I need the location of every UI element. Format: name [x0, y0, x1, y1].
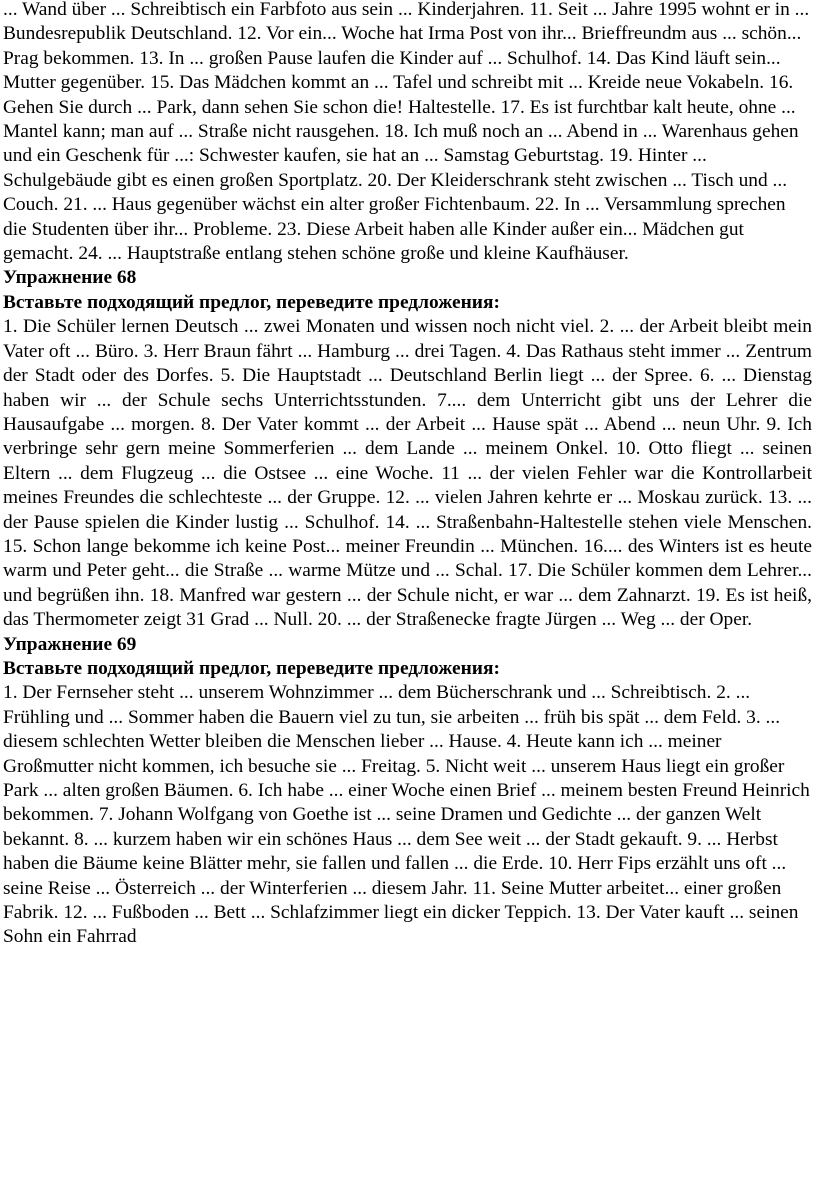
exercise-69-title: Упражнение 69 — [3, 633, 137, 655]
exercise-68-title: Упражнение 68 — [3, 267, 137, 289]
exercise-69-instruction: Вставьте подходящий предлог, переведите предложения: — [3, 657, 500, 679]
exercise-69-text: 1. Der Fernseher steht ... unserem Wohnzimmer ... dem Bücherschrank und ... Schreibtisch. 2. ... Frühling und ... Sommer haben die Bauern viel zu tun, sie arbeiten ... früh bis spät ... dem Feld. 3. ... diesem schlechten Wetter bleiben die Menschen lieber ... Hause. 4. Heute kann ich ... meiner Großmutter nicht kommen, ich besuche sie ... Freitag. 5. Nicht weit ... unserem Haus liegt ein großer Park ... alten großen Bäumen. 6. Ich habe ... einer Woche einen Brief ... meinem besten Freund Heinrich bekommen. 7. Johann Wolfgang von Goethe ist ... seine Dramen und Gedichte ... der ganzen Welt bekannt. 8. ... kurzem haben wir ein schönes Haus ... dem See weit ... der Stadt gekauft. 9. ... Herbst haben die Bäume keine Blätter mehr, sie fallen und fallen ... die Erde. 10. Herr Fips erzählt uns oft ... seine Reise ... Österreich ... der Winterferien ... diesem Jahr. 11. Seine Mutter arbeitet... einer großen Fabrik. 12. ... Fußboden ... Bett ... Schlafzimmer liegt ein dicker Teppich. 13. Der Vater kauft ... seinen Sohn ein Fahrrad — [3, 682, 810, 948]
exercise-68-instruction: Вставьте подходящий предлог, переведите предложения: — [3, 291, 500, 313]
exercise-67-continuation: ... Wand über ... Schreibtisch ein Farbfoto aus sein ... Kinderjahren. 11. Seit ... Jahre 1995 wohnt er in ... Bundesrepublik Deutschland. 12. Vor ein... Woche hat Irma Post von ihr... Brieffreundm aus ... schön... Prag bekommen. 13. In ... großen Pause laufen die Kinder auf ... Schulhof. 14. Das Kind läuft sein... Mutter gegenüber. 15. Das Mädchen kommt an ... Tafel und schreibt mit ... Kreide neue Vokabeln. 16. Gehen Sie durch ... Park, dann sehen Sie schon die! Haltestelle. 17. Es ist furchtbar kalt heute, ohne ... Mantel kann; man auf ... Straße nicht rausgehen. 18. Ich muß noch an ... Abend in ... Warenhaus gehen und ein Geschenk für ...: Schwester kaufen, sie hat an ... Samstag Geburtstag. 19. Hinter ... Schulgebäude gibt es einen großen Sportplatz. 20. Der Kleiderschrank steht zwischen ... Tisch und ... Couch. 21. ... Haus gegenüber wächst ein alter großer Fichtenbaum. 22. In ... Versammlung sprechen die Studenten über ihr... Probleme. 23. Diese Arbeit haben alle Kinder außer ein... Mädchen gut gemacht. 24. ... Hauptstraße entlang stehen schöne große und kleine Kaufhäuser. — [3, 0, 810, 265]
exercise-68-text: 1. Die Schüler lernen Deutsch ... zwei Monaten und wissen noch nicht viel. 2. ... der Arbeit bleibt mein Vater oft ... Büro. 3. Herr Braun fährt ... Hamburg ... drei Tagen. 4. Das Rathaus steht immer ... Zentrum der Stadt oder des Dorfes. 5. Die Hauptstadt ... Deutschland Berlin liegt ... der Spree. 6. ... Dienstag haben wir ... der Schule sechs Unterrichtsstunden. 7.... dem Unterricht gibt uns der Lehrer die Hausaufgabe ... morgen. 8. Der Vater kommt ... der Arbeit ... Hause spät ... Abend ... neun Uhr. 9. Ich verbringe sehr gern meine Sommerferien ... dem Lande ... meinem Onkel. 10. Otto fliegt ... seinen Eltern ... dem Flugzeug ... die Ostsee ... eine Woche. 11 ... der vielen Fehler war die Kontrollarbeit meines Freundes die schlechteste ... der Gruppe. 12. ... vielen Jahren kehrte er ... Moskau zurück. 13. ... der Pause spielen die Kinder lustig ... Schulhof. 14. ... Straßenbahn-Haltestelle stehen viele Menschen. 15. Schon lange bekomme ich keine Post... meiner Freundin ... München. 16.... des Winters ist es heute warm und Peter geht... die Straße ... warme Mütze und ... Schal. 17. Die Schüler kommen dem Lehrer... und begrüßen ihn. 18. Manfred war gestern ... der Schule nicht, er war ... dem Zahnarzt. 19. Es ist heiß, das Thermometer zeigt 31 Grad ... Null. 20. ... der Straßenecke fragte Jürgen ... Weg ... der Oper. — [3, 316, 812, 631]
